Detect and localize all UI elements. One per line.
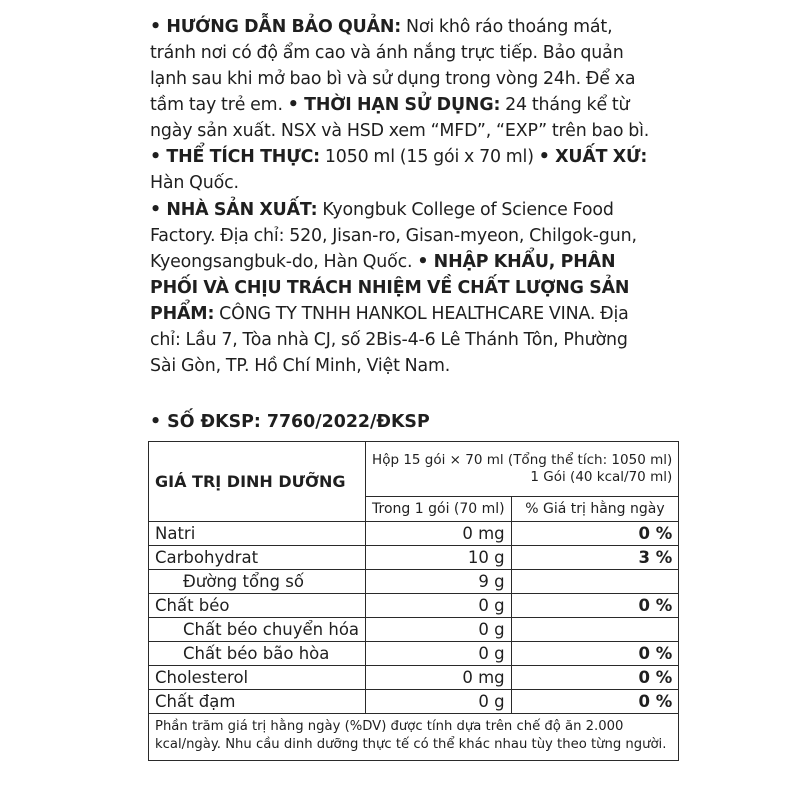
nutrient-amount: 0 g [366, 618, 512, 642]
nutrient-name: Natri [149, 522, 366, 546]
nutrition-facts-table [148, 441, 679, 761]
volume-label: • THỂ TÍCH THỰC: [150, 147, 320, 167]
pack-line-1: Hộp 15 gói × 70 ml (Tổng thể tích: 1050 ml) [372, 452, 673, 468]
nutrient-amount: 10 g [366, 546, 512, 570]
nutrient-daily-value: 0 % [511, 594, 679, 618]
manufacturer-paragraph [150, 197, 655, 379]
nutrition-footnote-row [149, 714, 679, 761]
pack-line-2: 1 Gói (40 kcal/70 ml) [530, 469, 673, 485]
nutrient-daily-value: 0 % [511, 690, 679, 714]
column-dv-header: % Giá trị hằng ngày [511, 497, 679, 522]
registration-number: • SỐ ĐKSP: 7760/2022/ĐKSP [150, 412, 430, 432]
nutrition-row [149, 690, 679, 714]
nutrient-name: Chất béo chuyển hóa [149, 618, 366, 642]
origin-text: Hàn Quốc. [150, 173, 239, 193]
nutrient-daily-value: 0 % [511, 522, 679, 546]
nutrition-row [149, 546, 679, 570]
nutrient-daily-value: 0 % [511, 666, 679, 690]
nutrition-header-row [149, 442, 679, 497]
nutrient-daily-value [511, 618, 679, 642]
nutrition-title: GIÁ TRỊ DINH DƯỠNG [149, 442, 366, 522]
storage-and-usage-paragraph [150, 14, 655, 196]
shelf-life-label: • THỜI HẠN SỬ DỤNG: [287, 95, 501, 115]
nutrition-row [149, 594, 679, 618]
nutrient-daily-value: 3 % [511, 546, 679, 570]
nutrient-amount: 0 g [366, 642, 512, 666]
nutrient-name: Carbohydrat [149, 546, 366, 570]
nutrition-footnote: Phần trăm giá trị hằng ngày (%DV) được tính dựa trên chế độ ăn 2.000 kcal/ngày. Nhu cầu dinh dưỡng thực tế có thể khác nhau tùy theo từng người. [149, 714, 679, 761]
nutrition-row [149, 618, 679, 642]
nutrient-amount: 0 g [366, 594, 512, 618]
column-amount-header: Trong 1 gói (70 ml) [366, 497, 512, 522]
nutrient-daily-value [511, 570, 679, 594]
nutrient-name: Đường tổng số [149, 570, 366, 594]
nutrient-daily-value: 0 % [511, 642, 679, 666]
nutrient-name: Chất đạm [149, 690, 366, 714]
storage-label: • HƯỚNG DẪN BẢO QUẢN: [150, 17, 402, 37]
nutrition-row [149, 642, 679, 666]
nutrient-amount: 9 g [366, 570, 512, 594]
importer-text: CÔNG TY TNHH HANKOL HEALTHCARE VINA. Địa chỉ: Lầu 7, Tòa nhà CJ, số 2Bis-4-6 Lê Thánh Tôn, Phường Sài Gòn, TP. Hồ Chí Minh, Việt Nam. [150, 304, 629, 376]
pack-info [366, 442, 679, 497]
manufacturer-label: • NHÀ SẢN XUẤT: [150, 200, 318, 220]
volume-text: 1050 ml (15 gói x 70 ml) [320, 147, 539, 167]
nutrient-name: Chất béo bão hòa [149, 642, 366, 666]
nutrient-amount: 0 mg [366, 666, 512, 690]
importer-label: • NHẬP KHẨU, PHÂN PHỐI VÀ CHỊU TRÁCH NHIỆM VỀ CHẤT LƯỢNG SẢN PHẨM: [150, 252, 630, 324]
nutrition-row [149, 666, 679, 690]
storage-text: Nơi khô ráo thoáng mát, tránh nơi có độ ẩm cao và ánh nắng trực tiếp. Bảo quản lạnh sau khi mở bao bì và sử dụng trong vòng 24h. Để xa tầm tay trẻ em. [150, 17, 636, 115]
nutrition-row [149, 570, 679, 594]
nutrient-amount: 0 g [366, 690, 512, 714]
nutrient-name: Chất béo [149, 594, 366, 618]
origin-label: • XUẤT XỨ: [538, 147, 648, 167]
shelf-life-text: 24 tháng kể từ ngày sản xuất. NSX và HSD xem “MFD”, “EXP” trên bao bì. [150, 95, 650, 141]
nutrition-row [149, 522, 679, 546]
nutrient-amount: 0 mg [366, 522, 512, 546]
manufacturer-text: Kyongbuk College of Science Food Factory. Địa chỉ: 520, Jisan-ro, Gisan-myeon, Chilgok-gun, Kyeongsangbuk-do, Hàn Quốc. [150, 200, 637, 272]
nutrient-name: Cholesterol [149, 666, 366, 690]
